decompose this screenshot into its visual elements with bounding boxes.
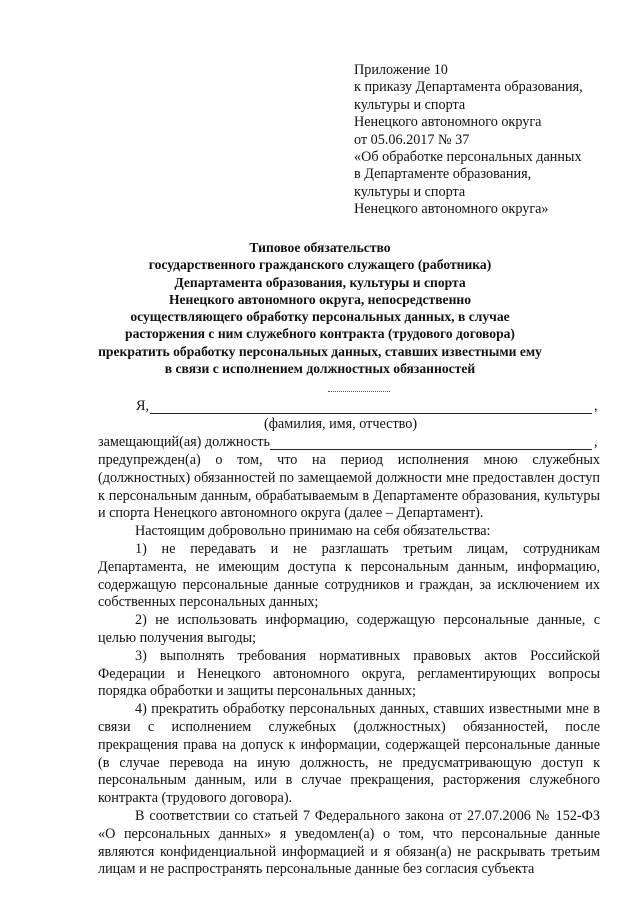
appendix-line: «Об обработке персональных данных <box>354 149 582 166</box>
fio-field[interactable] <box>150 413 592 414</box>
appendix-header <box>354 62 614 219</box>
fio-comma: , <box>594 398 598 414</box>
title-line: Типовое обязательство <box>249 240 391 255</box>
appendix-line: культуры и спорта <box>354 183 466 200</box>
title-line: осуществляющего обработку персональных данных, в случае <box>130 309 510 325</box>
paragraph-obligation-4: 4) прекратить обработку персональных данных, ставших известными мне в связи с исполнением служебных (должностных) обязанностей, после прекращения права на допуск к информации, содержащей персональные данные (в случае перевода на иную должность, не предусматривающую доступ к персональным данным, или в случае прекращения, расторжения служебного контракта (трудового договора). <box>98 701 600 807</box>
appendix-line: культуры и спорта <box>354 96 466 113</box>
title-line: государственного гражданского служащего (работника) <box>148 257 492 273</box>
paragraph-law-reference: В соответствии со статьей 7 Федерального закона от 27.07.2006 № 152-ФЗ «О персональных данных» я уведомлен(а) о том, что персональные данные являются конфиденциальной информацией и я обязан(а) не раскрывать третьим лицам и не распространять персональные данные без согласия субъекта <box>98 807 600 878</box>
appendix-line: к приказу Департамента образования, <box>354 79 583 96</box>
title-line: расторжения с ним служебного контракта (трудового договора) <box>125 326 515 342</box>
position-field[interactable] <box>270 449 592 450</box>
appendix-line: Приложение 10 <box>354 62 448 78</box>
fio-caption: (фамилия, имя, отчество) <box>264 416 418 432</box>
title-line: Департамента образования, культуры и спорта <box>174 274 466 290</box>
title-line: в связи с исполнением должностных обязанностей <box>164 361 476 377</box>
paragraph-obligation-1: 1) не передавать и не разглашать третьим лицам, сотрудникам Департамента, не имеющим доступа к персональным данным, информацию, содержащую персональные данные сотрудников и граждан, за исключением их собственных персональных данных; <box>98 540 600 611</box>
appendix-line: Ненецкого автономного округа» <box>354 201 549 218</box>
appendix-line: от 05.06.2017 № 37 <box>354 131 470 148</box>
document-body <box>98 452 600 879</box>
document-title <box>80 239 560 377</box>
paragraph-obligation-2: 2) не использовать информацию, содержащую персональные данные, с целью получения выгоды; <box>98 612 600 646</box>
title-line: прекратить обработку персональных данных, ставших известными ему <box>98 343 542 359</box>
paragraph-obligations-intro: Настоящим добровольно принимаю на себя обязательства: <box>135 523 491 540</box>
title-line: Ненецкого автономного округа, непосредственно <box>168 291 472 307</box>
appendix-line: в Департаменте образования, <box>354 166 532 183</box>
position-label: замещающий(ая) должность <box>98 434 270 450</box>
position-comma: , <box>594 434 598 450</box>
title-separator <box>328 391 390 392</box>
appendix-line: Ненецкого автономного округа <box>354 114 542 131</box>
paragraph-warning: предупрежден(а) о том, что на период исполнения мною служебных (должностных) обязанностей по замещаемой должности мне предоставлен доступ к персональным данным, обрабатываемым в Департаменте образования, культуры и спорта Ненецкого автономного округа (далее – Департамент). <box>98 452 600 522</box>
paragraph-obligation-3: 3) выполнять требования нормативных правовых актов Российской Федерации и Ненецкого автономного округа, регламентирующих вопросы порядка обработки и защиты персональных данных; <box>98 647 600 700</box>
i-label: Я, <box>136 398 150 414</box>
